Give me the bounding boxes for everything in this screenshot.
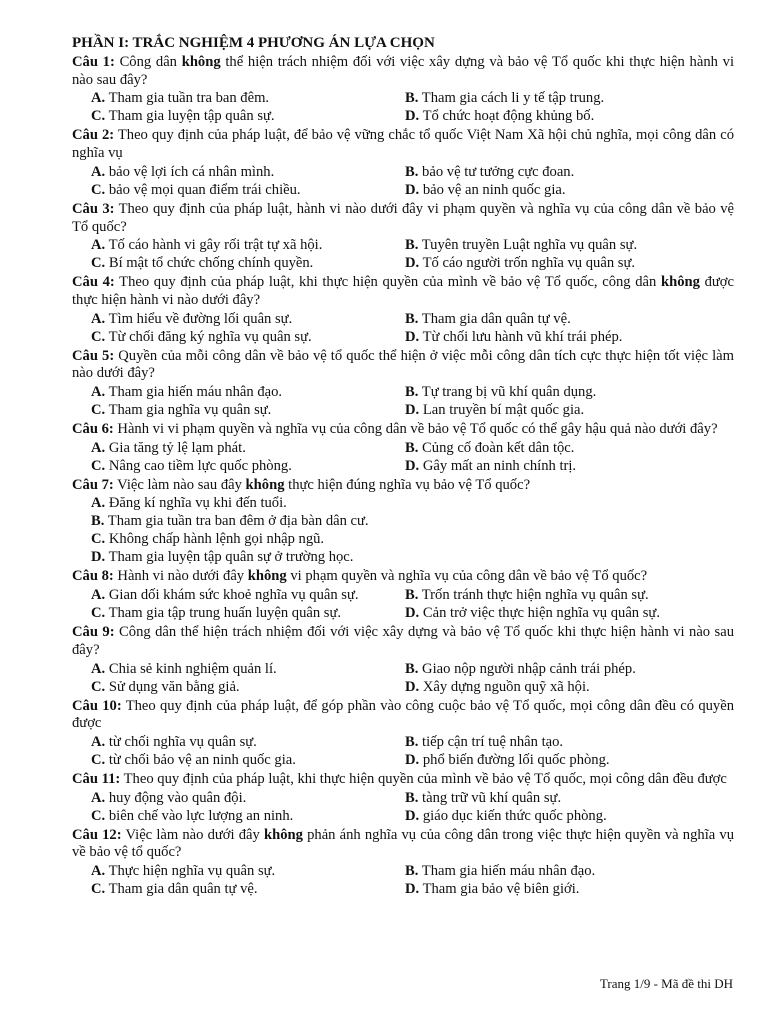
option-row — [72, 548, 734, 566]
option-letter: D. — [405, 255, 420, 272]
answer-options — [72, 439, 734, 475]
question-stem — [72, 348, 734, 383]
option-letter: D. — [405, 751, 420, 768]
answer-option-d[interactable] — [405, 401, 584, 419]
option-letter: C. — [91, 457, 106, 474]
option-row — [72, 401, 734, 419]
option-text: Chia sẻ kinh nghiệm quản lí. — [108, 660, 277, 677]
option-letter: A. — [91, 237, 106, 254]
option-text: Tuyên truyền Luật nghĩa vụ quân sự. — [421, 237, 638, 254]
answer-option-b[interactable] — [405, 789, 561, 807]
option-row — [72, 789, 734, 807]
answer-option-c[interactable] — [72, 254, 405, 272]
option-text: Gian dối khám sức khoẻ nghĩa vụ quân sự. — [108, 587, 359, 604]
option-letter: B. — [405, 660, 419, 677]
option-text: bảo vệ tư tưởng cực đoan. — [422, 163, 575, 180]
question-10 — [72, 698, 734, 769]
answer-options — [72, 862, 734, 898]
answer-option-d[interactable] — [405, 107, 594, 125]
option-text: Tìm hiểu về đường lối quân sự. — [108, 310, 293, 327]
answer-option-d[interactable] — [405, 880, 579, 898]
option-text: Tham gia bảo vệ biên giới. — [422, 881, 580, 898]
option-letter: B. — [405, 789, 419, 806]
question-stem — [72, 624, 734, 659]
option-text: Tố cáo người trốn nghĩa vụ quân sự. — [422, 255, 636, 272]
option-letter: A. — [91, 384, 106, 401]
answer-option-d[interactable] — [405, 181, 566, 199]
option-letter: A. — [91, 163, 106, 180]
question-1 — [72, 54, 734, 125]
answer-options — [72, 236, 734, 272]
option-text: Từ chối đăng ký nghĩa vụ quân sự. — [108, 328, 312, 345]
answer-option-d[interactable] — [405, 751, 610, 769]
option-text: Tham gia cách li y tế tập trung. — [421, 90, 605, 107]
answer-option-d[interactable] — [405, 678, 590, 696]
option-text: bảo vệ mọi quan điểm trái chiều. — [108, 181, 301, 198]
question-number: Câu 11: — [72, 770, 121, 787]
stem-text: Việc làm nào sau đây — [113, 476, 246, 493]
option-letter: B. — [405, 439, 419, 456]
option-row — [72, 604, 734, 622]
option-text: từ chối bảo vệ an ninh quốc gia. — [108, 751, 296, 768]
question-12 — [72, 827, 734, 898]
option-row — [72, 586, 734, 604]
question-number: Câu 1: — [72, 54, 115, 70]
option-letter: B. — [405, 163, 419, 180]
option-row — [72, 310, 734, 328]
option-letter: A. — [91, 587, 106, 604]
question-stem — [72, 698, 734, 733]
stem-text: thực hiện đúng nghĩa vụ bảo vệ Tổ quốc? — [284, 476, 531, 493]
question-stem — [72, 274, 734, 309]
option-letter: D. — [405, 181, 420, 198]
question-list — [72, 54, 734, 898]
page-footer: Trang 1/9 - Mã đề thi DH — [599, 976, 733, 991]
option-letter: A. — [91, 439, 106, 456]
option-text: Tự trang bị vũ khí quân dụng. — [421, 384, 597, 401]
answer-option-b[interactable] — [405, 310, 571, 328]
option-text: Tham gia luyện tập quân sự. — [108, 108, 275, 125]
option-text: Tham gia nghĩa vụ quân sự. — [108, 402, 272, 419]
option-text: Tham gia dân quân tự vệ. — [108, 881, 258, 898]
option-letter: D. — [405, 881, 420, 898]
stem-text: Việc làm nào dưới đây — [121, 826, 264, 843]
option-letter: A. — [91, 660, 106, 677]
question-number: Câu 6: — [72, 421, 114, 438]
question-number: Câu 12: — [72, 826, 122, 843]
answer-option-d[interactable] — [405, 328, 622, 346]
question-stem — [72, 771, 734, 789]
exam-document — [72, 34, 734, 898]
option-letter: C. — [91, 181, 106, 198]
option-text: Xây dựng nguồn quỹ xã hội. — [422, 678, 590, 695]
option-letter: D. — [405, 605, 420, 622]
option-row — [72, 678, 734, 696]
option-row — [72, 862, 734, 880]
question-stem — [72, 568, 734, 586]
stem-text: Công dân thể hiện trách nhiệm đối với việc xây dựng và bảo vệ Tổ quốc khi thực hiện hành vi nào sau đây? — [72, 624, 735, 658]
option-text: Tham gia tuần tra ban đêm ở địa bàn dân cư. — [107, 513, 369, 530]
option-row — [72, 439, 734, 457]
option-letter: B. — [405, 587, 419, 604]
answer-option-a[interactable] — [72, 660, 405, 678]
answer-option-c[interactable] — [72, 751, 405, 769]
option-row — [72, 236, 734, 254]
option-text: tàng trữ vũ khí quân sự. — [422, 789, 562, 806]
answer-option-a[interactable] — [72, 89, 405, 107]
answer-option-b[interactable] — [405, 89, 604, 107]
option-row — [72, 733, 734, 751]
answer-option-b[interactable] — [405, 586, 649, 604]
answer-option-c[interactable] — [72, 457, 405, 475]
option-letter: A. — [91, 310, 106, 327]
option-letter: A. — [91, 789, 106, 806]
answer-option-a[interactable] — [72, 789, 405, 807]
option-text: phổ biến đường lối quốc phòng. — [422, 751, 610, 768]
option-row — [72, 328, 734, 346]
option-letter: C. — [91, 678, 106, 695]
stem-text: Công dân — [114, 54, 182, 70]
option-text: Lan truyền bí mật quốc gia. — [422, 402, 585, 419]
option-text: Cản trở việc thực hiện nghĩa vụ quân sự. — [422, 605, 660, 622]
option-letter: B. — [405, 863, 419, 880]
option-text: Không chấp hành lệnh gọi nhập ngũ. — [108, 531, 325, 548]
answer-options — [72, 310, 734, 346]
option-letter: D. — [405, 328, 420, 345]
option-row — [72, 457, 734, 475]
answer-option-a[interactable] — [72, 383, 405, 401]
stem-text: Theo quy định của pháp luật, hành vi nào dưới đây vi phạm quyền và nghĩa vụ của công dân về bảo vệ Tổ quốc? — [72, 200, 734, 235]
option-text: từ chối nghĩa vụ quân sự. — [108, 733, 257, 750]
answer-options — [72, 789, 734, 825]
answer-option-b[interactable] — [405, 236, 637, 254]
option-text: giáo dục kiến thức quốc phòng. — [422, 807, 607, 824]
option-text: Tham gia tập trung huấn luyện quân sự. — [108, 605, 342, 622]
option-letter: C. — [91, 531, 106, 548]
option-letter: D. — [405, 108, 420, 125]
question-8 — [72, 568, 734, 622]
answer-option-b[interactable] — [405, 862, 595, 880]
answer-option-b[interactable] — [91, 513, 369, 529]
question-number: Câu 4: — [72, 274, 115, 291]
option-text: Trốn tránh thực hiện nghĩa vụ quân sự. — [421, 587, 649, 604]
option-letter: D. — [405, 457, 420, 474]
option-text: bảo vệ an ninh quốc gia. — [422, 181, 566, 198]
answer-option-b[interactable] — [405, 163, 574, 181]
question-5 — [72, 348, 734, 419]
option-text: huy động vào quân đội. — [108, 789, 247, 806]
stem-text: Hành vi vi phạm quyền và nghĩa vụ của công dân về bảo vệ Tổ quốc có thể gây hậu quả nào dưới đây? — [113, 421, 718, 438]
question-11 — [72, 771, 734, 825]
stem-text: Theo quy định của pháp luật, để bảo vệ vững chắc tổ quốc Việt Nam Xã hội chủ nghĩa, mọi công dân có nghĩa vụ — [72, 127, 734, 162]
option-row — [72, 512, 734, 530]
section-title: PHẦN I: TRẮC NGHIỆM 4 PHƯƠNG ÁN LỰA CHỌN — [72, 35, 435, 51]
option-letter: C. — [91, 328, 106, 345]
question-number: Câu 3: — [72, 200, 115, 217]
question-number: Câu 2: — [72, 127, 115, 144]
option-row — [72, 660, 734, 678]
stem-text: Theo quy định của pháp luật, khi thực hiện quyền của mình về bảo vệ Tổ quốc, mọi công dân đều được — [120, 770, 727, 787]
option-text: Thực hiện nghĩa vụ quân sự. — [108, 863, 276, 880]
option-text: Tham gia hiến máu nhân đạo. — [108, 384, 283, 401]
option-row — [72, 494, 734, 512]
stem-text: vi phạm quyền và nghĩa vụ của công dân về bảo vệ Tổ quốc? — [286, 568, 648, 585]
answer-options — [72, 733, 734, 769]
emphasis-keyword: không — [247, 568, 287, 585]
answer-option-c[interactable] — [72, 181, 405, 199]
option-letter: A. — [91, 90, 106, 107]
stem-text: Quyền của mỗi công dân về bảo vệ tổ quốc thể hiện ở việc mỗi công dân tích cực thực hiện tốt việc làm nào dưới đây? — [72, 347, 734, 382]
question-number: Câu 7: — [72, 476, 114, 493]
question-stem — [72, 201, 734, 236]
option-letter: C. — [91, 605, 106, 622]
answer-option-a[interactable] — [91, 495, 287, 511]
option-text: Gia tăng tỷ lệ lạm phát. — [108, 439, 246, 456]
option-row — [72, 254, 734, 272]
answer-option-b[interactable] — [405, 660, 636, 678]
question-stem — [72, 827, 734, 862]
option-text: Củng cố đoàn kết dân tộc. — [422, 439, 575, 456]
option-text: Tham gia dân quân tự vệ. — [421, 310, 571, 327]
question-7 — [72, 477, 734, 567]
answer-option-a[interactable] — [72, 236, 405, 254]
answer-option-c[interactable] — [72, 880, 405, 898]
question-number: Câu 10: — [72, 697, 122, 714]
answer-option-a[interactable] — [72, 163, 405, 181]
option-letter: A. — [91, 495, 106, 512]
option-text: Giao nộp người nhập cảnh trái phép. — [422, 660, 636, 677]
option-text: Đăng kí nghĩa vụ khi đến tuổi. — [108, 495, 287, 512]
option-letter: A. — [91, 733, 106, 750]
answer-options — [72, 494, 734, 566]
emphasis-keyword: không — [245, 476, 285, 493]
option-row — [72, 89, 734, 107]
emphasis-keyword: không — [263, 826, 303, 843]
question-9 — [72, 624, 734, 695]
question-6 — [72, 421, 734, 475]
option-text: biên chế vào lực lượng an ninh. — [108, 807, 294, 824]
question-stem — [72, 421, 734, 439]
answer-option-c[interactable] — [72, 678, 405, 696]
stem-text: phản ánh nghĩa vụ của công dân trong việc thực hiện quyền và nghĩa vụ về bảo vệ tổ quốc? — [72, 826, 734, 861]
question-stem — [72, 127, 734, 162]
option-text: tiếp cận trí tuệ nhân tạo. — [422, 733, 564, 750]
answer-options — [72, 163, 734, 199]
option-letter: C. — [91, 255, 106, 272]
option-row — [72, 383, 734, 401]
option-text: Sử dụng văn bằng giả. — [108, 678, 240, 695]
option-letter: B. — [405, 90, 419, 107]
question-number: Câu 8: — [72, 568, 114, 585]
emphasis-keyword: không — [181, 54, 221, 70]
answer-option-d[interactable] — [405, 254, 635, 272]
answer-option-c[interactable] — [72, 107, 405, 125]
stem-text: thể hiện trách nhiệm đối với việc xây dựng và bảo vệ Tổ quốc khi thực hiện hành vi nào sau đây? — [72, 54, 734, 88]
answer-options — [72, 383, 734, 419]
option-letter: B. — [405, 733, 419, 750]
option-letter: C. — [91, 108, 106, 125]
option-row — [72, 181, 734, 199]
option-text: bảo vệ lợi ích cá nhân mình. — [108, 163, 275, 180]
emphasis-keyword: không — [660, 274, 700, 291]
option-letter: B. — [405, 237, 419, 254]
option-text: Tổ chức hoạt động khủng bố. — [422, 108, 595, 125]
option-row — [72, 807, 734, 825]
option-letter: B. — [91, 513, 105, 530]
option-letter: D. — [405, 402, 420, 419]
option-row — [72, 107, 734, 125]
answer-option-a[interactable] — [72, 310, 405, 328]
answer-option-d[interactable] — [405, 457, 576, 475]
option-letter: D. — [405, 807, 420, 824]
option-letter: C. — [91, 751, 106, 768]
option-text: Tham gia tuần tra ban đêm. — [108, 90, 270, 107]
answer-option-a[interactable] — [72, 586, 405, 604]
answer-option-c[interactable] — [72, 604, 405, 622]
option-text: Nâng cao tiềm lực quốc phòng. — [108, 457, 292, 474]
answer-option-d[interactable] — [405, 807, 607, 825]
option-text: Bí mật tổ chức chống chính quyền. — [108, 255, 314, 272]
question-stem — [72, 477, 734, 495]
option-text: Tố cáo hành vi gây rối trật tự xã hội. — [108, 237, 323, 254]
answer-options — [72, 89, 734, 125]
question-4 — [72, 274, 734, 345]
option-text: Từ chối lưu hành vũ khí trái phép. — [422, 328, 623, 345]
option-row — [72, 163, 734, 181]
question-number: Câu 5: — [72, 347, 115, 364]
answer-option-c[interactable] — [72, 807, 405, 825]
question-number: Câu 9: — [72, 624, 115, 641]
question-3 — [72, 201, 734, 272]
option-letter: A. — [91, 863, 106, 880]
option-text: Gây mất an ninh chính trị. — [422, 457, 577, 474]
answer-option-c[interactable] — [72, 328, 405, 346]
answer-option-c[interactable] — [72, 401, 405, 419]
option-letter: B. — [405, 384, 419, 401]
question-2 — [72, 127, 734, 198]
option-text: Tham gia luyện tập quân sự ở trường học. — [108, 549, 354, 566]
stem-text: được thực hiện hành vi nào dưới đây? — [72, 274, 734, 308]
option-row — [72, 880, 734, 898]
option-letter: C. — [91, 807, 106, 824]
option-letter: C. — [91, 402, 106, 419]
answer-options — [72, 660, 734, 696]
answer-option-b[interactable] — [405, 439, 574, 457]
answer-option-a[interactable] — [72, 862, 405, 880]
stem-text: Theo quy định của pháp luật, khi thực hiện quyền của mình về bảo vệ Tổ quốc, công dân — [114, 274, 661, 291]
answer-option-b[interactable] — [405, 733, 563, 751]
answer-option-a[interactable] — [72, 439, 405, 457]
option-letter: D. — [91, 549, 106, 566]
stem-text: Hành vi nào dưới đây — [113, 568, 248, 585]
answer-options — [72, 586, 734, 622]
option-row — [72, 751, 734, 769]
answer-option-c[interactable] — [91, 531, 324, 547]
answer-option-d[interactable] — [91, 549, 353, 565]
option-letter: D. — [405, 678, 420, 695]
answer-option-d[interactable] — [405, 604, 660, 622]
option-letter: B. — [405, 310, 419, 327]
stem-text: Theo quy định của pháp luật, để góp phần vào công cuộc bảo vệ Tổ quốc, mọi công dân đều có quyền được — [72, 697, 734, 732]
answer-option-a[interactable] — [72, 733, 405, 751]
question-stem — [72, 54, 734, 89]
option-letter: C. — [91, 881, 106, 898]
option-row — [72, 530, 734, 548]
answer-option-b[interactable] — [405, 383, 596, 401]
option-text: Tham gia hiến máu nhân đạo. — [421, 863, 596, 880]
